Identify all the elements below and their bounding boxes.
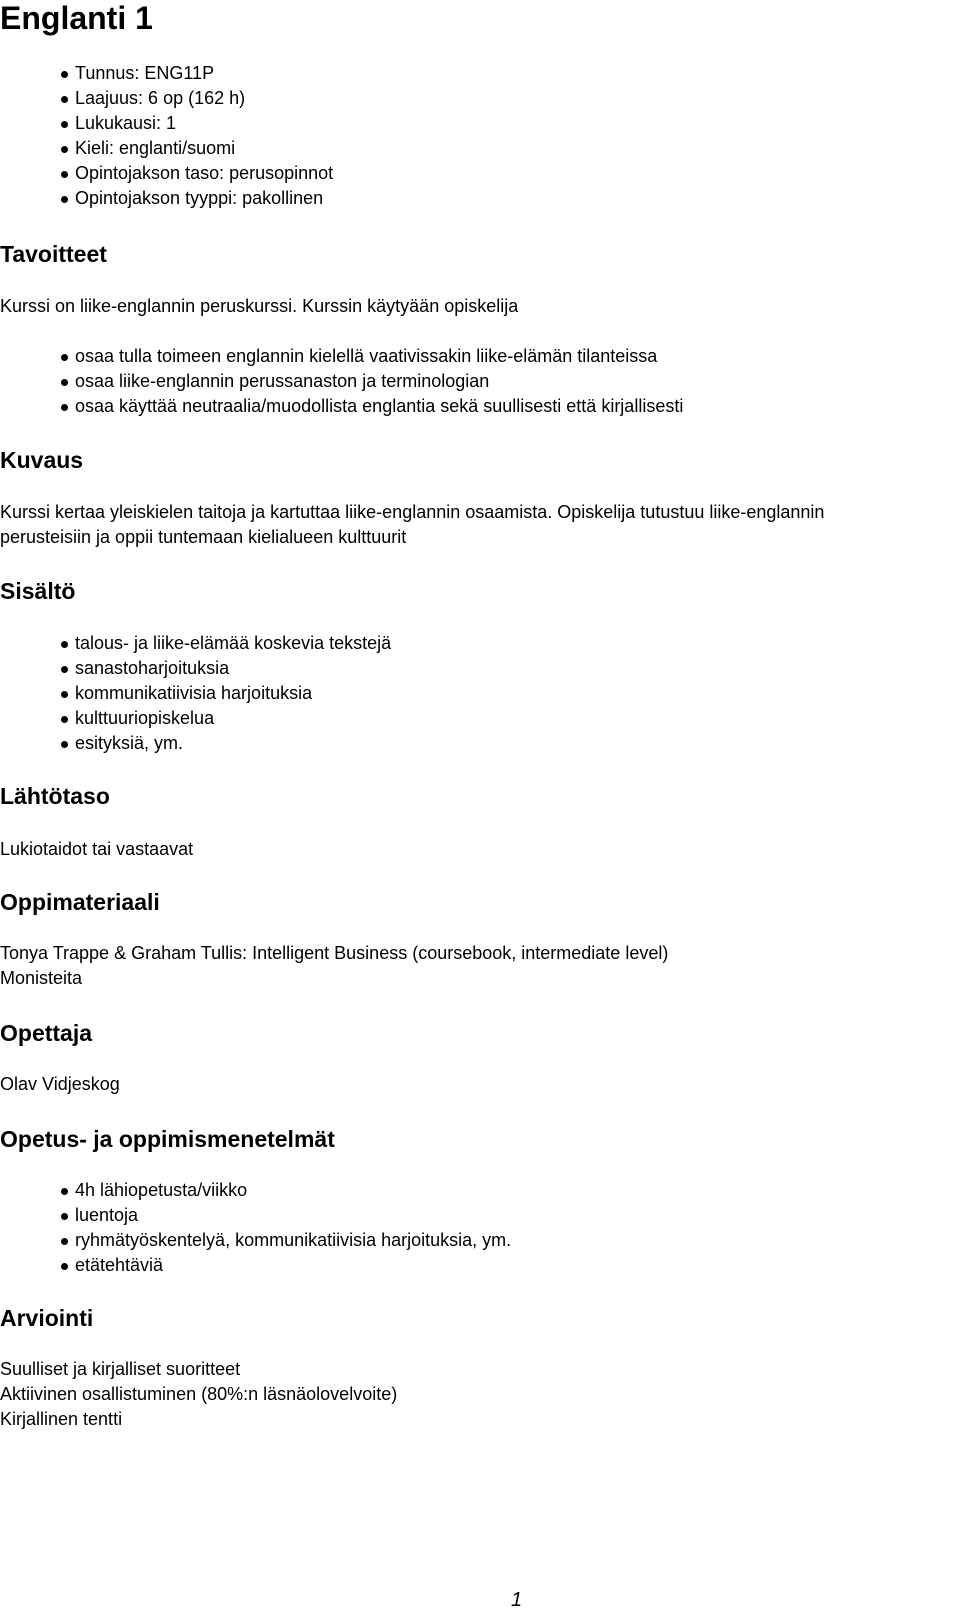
arviointi-text [0, 1357, 960, 1432]
detail-language: Kieli: englanti/suomi [75, 136, 333, 161]
arviointi-line: Suulliset ja kirjalliset suoritteet [0, 1359, 241, 1379]
sisalto-item: esityksiä, ym. [75, 731, 391, 756]
heading-lahtotaso: Lähtötaso [0, 783, 110, 809]
material-line: Tonya Trappe & Graham Tullis: Intelligent Business (coursebook, intermediate level) [0, 943, 669, 963]
sisalto-item: kulttuuriopiskelua [75, 706, 391, 731]
sisalto-item: talous- ja liike-elämää koskevia tekstejä [75, 631, 391, 656]
course-title: Englanti 1 [0, 0, 153, 36]
course-details-list [75, 61, 333, 211]
detail-level: Opintojakson taso: perusopinnot [75, 161, 333, 186]
material-line: Monisteita [0, 968, 83, 988]
arviointi-line: Aktiivinen osallistuminen (80%:n läsnäolovelvoite) [0, 1384, 398, 1404]
heading-kuvaus: Kuvaus [0, 447, 84, 473]
page-number: 1 [511, 1589, 523, 1611]
opetus-item: 4h lähiopetusta/viikko [75, 1178, 511, 1203]
sisalto-item: sanastoharjoituksia [75, 656, 391, 681]
kuvaus-line: perusteisiin ja oppii tuntemaan kielialueen kulttuurit [0, 527, 407, 547]
opetus-item: luentoja [75, 1203, 511, 1228]
kuvaus-text [0, 500, 960, 550]
detail-code: Tunnus: ENG11P [75, 61, 333, 86]
tavoitteet-list [75, 344, 683, 419]
tavoitteet-intro: Kurssi on liike-englannin peruskurssi. Kurssin käytyään opiskelija [0, 296, 519, 316]
opetus-list [75, 1178, 511, 1278]
arviointi-line: Kirjallinen tentti [0, 1409, 123, 1429]
opetus-item: ryhmätyöskentelyä, kommunikatiivisia harjoituksia, ym. [75, 1228, 511, 1253]
heading-arviointi: Arviointi [0, 1305, 94, 1331]
heading-sisalto: Sisältö [0, 578, 76, 604]
sisalto-item: kommunikatiivisia harjoituksia [75, 681, 391, 706]
heading-opetus: Opetus- ja oppimismenetelmät [0, 1126, 335, 1152]
detail-credits: Laajuus: 6 op (162 h) [75, 86, 333, 111]
tavoite-item: osaa liike-englannin perussanaston ja terminologian [75, 369, 683, 394]
kuvaus-line: Kurssi kertaa yleiskielen taitoja ja kartuttaa liike-englannin osaamista. Opiskelija tutustuu liike-englannin [0, 502, 825, 522]
detail-type: Opintojakson tyyppi: pakollinen [75, 186, 333, 211]
opettaja-text: Olav Vidjeskog [0, 1074, 120, 1094]
heading-opettaja: Opettaja [0, 1020, 93, 1046]
tavoite-item: osaa käyttää neutraalia/muodollista englantia sekä suullisesti että kirjallisesti [75, 394, 683, 419]
lahtotaso-text: Lukiotaidot tai vastaavat [0, 839, 194, 859]
heading-oppimateriaali: Oppimateriaali [0, 889, 160, 915]
oppimateriaali-text [0, 941, 960, 991]
tavoite-item: osaa tulla toimeen englannin kielellä vaativissakin liike-elämän tilanteissa [75, 344, 683, 369]
opetus-item: etätehtäviä [75, 1253, 511, 1278]
heading-tavoitteet: Tavoitteet [0, 241, 107, 267]
detail-term: Lukukausi: 1 [75, 111, 333, 136]
sisalto-list [75, 631, 391, 756]
